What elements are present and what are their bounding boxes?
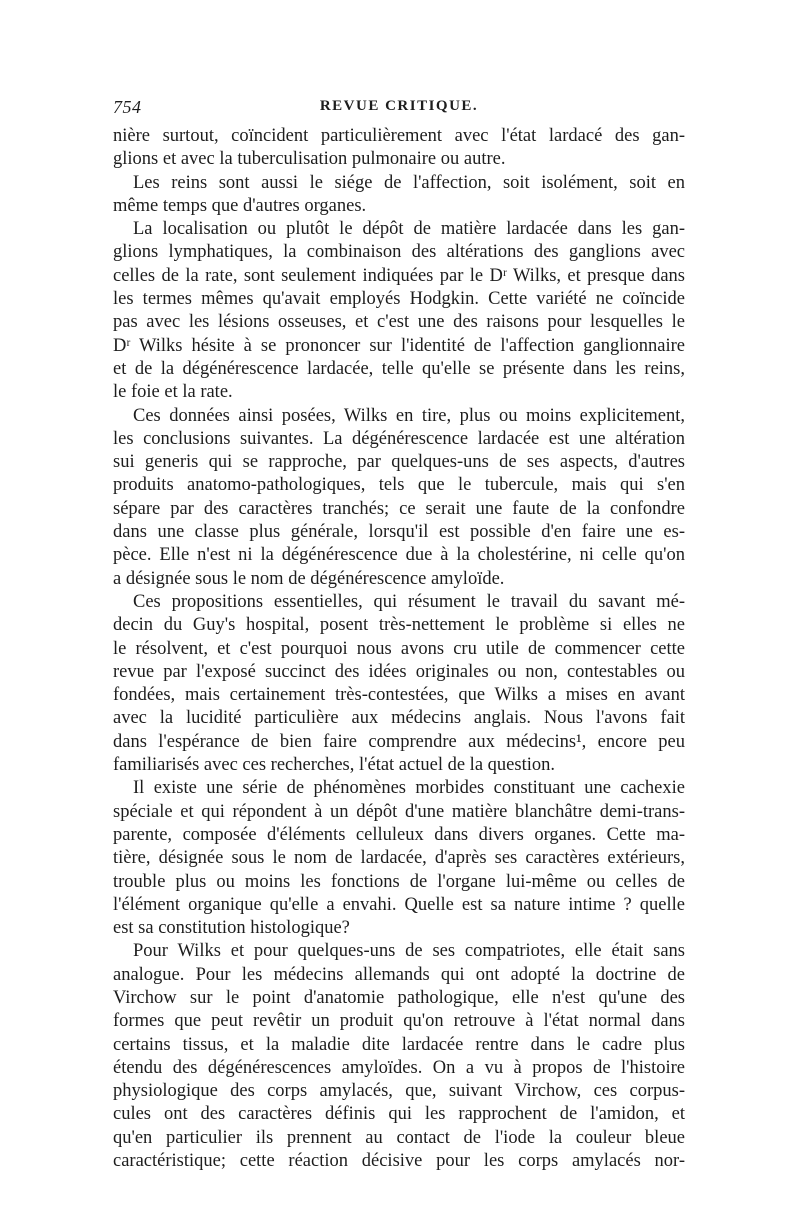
text-line: cules ont des caractères définis qui les rapprochent de l'amidon, et — [113, 1104, 685, 1125]
text-line: qu'en particulier ils prennent au contact de l'iode la couleur bleue — [113, 1127, 685, 1148]
text-line: glions lymphatiques, la combinaison des altérations des ganglions avec — [113, 242, 685, 263]
text-line: est sa constitution histologique? — [113, 918, 350, 939]
text-line: et de la dégénérescence lardacée, telle qu'elle se présente dans les reins, — [113, 358, 685, 379]
text-line: sui generis qui se rapproche, par quelques-uns de ses aspects, d'autres — [113, 452, 685, 473]
text-line: Il existe une série de phénomènes morbides constituant une cachexie — [133, 778, 685, 799]
text-line: dans l'espérance de bien faire comprendre aux médecins¹, encore peu — [113, 731, 685, 752]
text-line: Ces données ainsi posées, Wilks en tire, plus ou moins explicitement, — [133, 405, 685, 426]
text-line: revue par l'exposé succinct des idées originales ou non, contestables ou — [113, 661, 685, 682]
text-line: même temps que d'autres organes. — [113, 195, 367, 216]
text-line: La localisation ou plutôt le dépôt de matière lardacée dans les gan- — [133, 219, 685, 240]
text-line: decin du Guy's hospital, posent très-nettement le problème si elles ne — [113, 615, 685, 636]
text-line: pas avec les lésions osseuses, et c'est une des raisons pour lesquelles le — [113, 312, 685, 333]
page-header — [113, 97, 685, 121]
text-line: Dʳ Wilks hésite à se prononcer sur l'identité de l'affection ganglionnaire — [113, 335, 685, 356]
text-line: parente, composée d'éléments celluleux dans divers organes. Cette ma- — [113, 824, 685, 845]
text-line: Les reins sont aussi le siége de l'affection, soit isolément, soit en — [133, 172, 685, 193]
text-line: Pour Wilks et pour quelques-uns de ses compatriotes, elle était sans — [133, 941, 685, 962]
text-line: produits anatomo-pathologiques, tels que le tubercule, mais qui s'en — [113, 475, 685, 496]
text-line: celles de la rate, sont seulement indiquées par le Dʳ Wilks, et presque dans — [113, 265, 685, 286]
page-number: 754 — [113, 97, 142, 117]
text-line: étendu des dégénérescences amyloïdes. On a vu à propos de l'histoire — [113, 1057, 685, 1078]
body-text — [113, 125, 685, 1173]
text-line: dans une classe plus générale, lorsqu'il est possible d'en faire une es- — [113, 522, 685, 543]
text-line: trouble plus ou moins les fonctions de l'organe lui-même ou celles de — [113, 871, 685, 892]
text-line: le résolvent, et c'est pourquoi nous avons cru utile de commencer cette — [113, 638, 685, 659]
text-line: sépare par des caractères tranchés; ce serait une faute de la confondre — [113, 498, 685, 519]
text-line: l'élément organique qu'elle a envahi. Quelle est sa nature intime ? quelle — [113, 894, 685, 915]
text-line: Ces propositions essentielles, qui résument le travail du savant mé- — [133, 591, 685, 612]
running-head: REVUE CRITIQUE. — [319, 98, 479, 114]
text-line: nière surtout, coïncident particulièrement avec l'état lardacé des gan- — [113, 126, 685, 146]
text-line: spéciale et qui répondent à un dépôt d'une matière blanchâtre demi-trans- — [113, 801, 685, 822]
text-line: familiarisés avec ces recherches, l'état actuel de la question. — [113, 755, 555, 776]
text-line: caractéristique; cette réaction décisive pour les corps amylacés nor- — [113, 1151, 685, 1172]
text-line: physiologique des corps amylacés, que, suivant Virchow, ces corpus- — [113, 1081, 685, 1102]
text-line: tière, désignée sous le nom de lardacée, d'après ses caractères extérieurs, — [113, 848, 685, 869]
text-line: le foie et la rate. — [113, 382, 233, 403]
text-line: Virchow sur le point d'anatomie pathologique, elle n'est qu'une des — [113, 987, 685, 1008]
text-line: fondées, mais certainement très-contestées, que Wilks a mises en avant — [113, 685, 685, 706]
text-line: les termes mêmes qu'avait employés Hodgkin. Cette variété ne coïncide — [113, 289, 685, 310]
text-line: formes que peut revêtir un produit qu'on retrouve à l'état normal dans — [113, 1011, 685, 1032]
text-line: certains tissus, et la maladie dite lardacée rentre dans le cadre plus — [113, 1034, 685, 1055]
text-line: pèce. Elle n'est ni la dégénérescence due à la cholestérine, ni celle qu'on — [113, 545, 685, 566]
text-line: avec la lucidité particulière aux médecins anglais. Nous l'avons fait — [113, 708, 685, 729]
text-line: glions et avec la tuberculisation pulmonaire ou autre. — [113, 149, 506, 170]
text-line: a désignée sous le nom de dégénérescence amyloïde. — [113, 568, 505, 589]
text-line: analogue. Pour les médecins allemands qui ont adopté la doctrine de — [113, 964, 685, 985]
text-line: les conclusions suivantes. La dégénérescence lardacée est une altération — [113, 428, 685, 449]
